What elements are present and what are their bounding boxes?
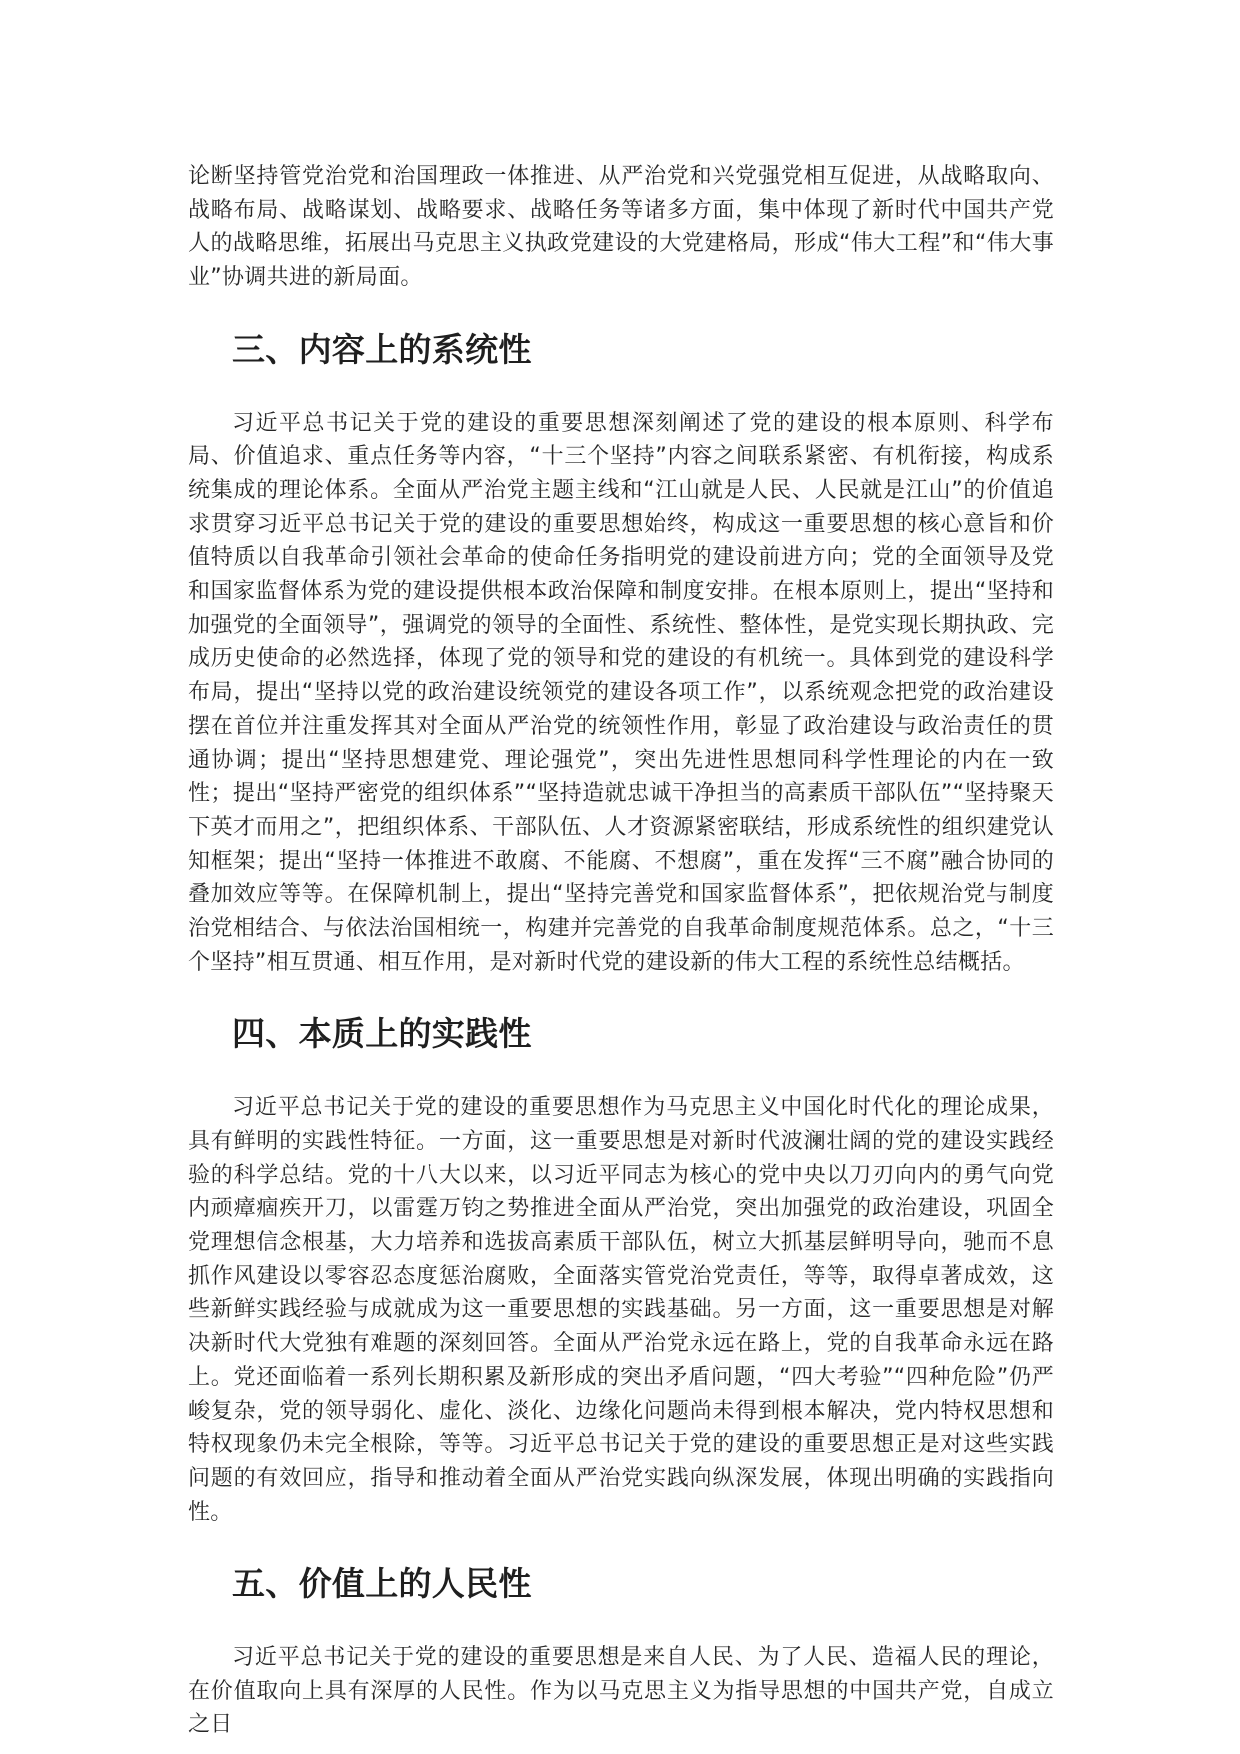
section-heading-systematic: 三、内容上的系统性 [232, 329, 532, 369]
paragraph-practical: 习近平总书记关于党的建设的重要思想作为马克思主义中国化时代化的理论成果，具有鲜明的实践性特征。一方面，这一重要思想是对新时代波澜壮阔的党的建设实践经验的科学总结。党的十八大以来，以习近平同志为核心的党中央以刀刃向内的勇气向党内顽瘴痼疾开刀，以雷霆万钧之势推进全面从严治党，突出加强党的政治建设，巩固全党理想信念根基，大力培养和选拔高素质干部队伍，树立大抓基层鲜明导向，驰而不息抓作风建设以零容忍态度惩治腐败，全面落实管党治党责任，等等，取得卓著成效，这些新鲜实践经验与成就成为这一重要思想的实践基础。另一方面，这一重要思想是对解决新时代大党独有难题的深刻回答。全面从严治党永远在路上，党的自我革命永远在路上。党还面临着一系列长期积累及新形成的突出矛盾问题，“四大考验”“四种危险”仍严峻复杂，党的领导弱化、虚化、淡化、边缘化问题尚未得到根本解决，党内特权思想和特权现象仍未完全根除，等等。习近平总书记关于党的建设的重要思想正是对这些实践问题的有效回应，指导和推动着全面从严治党实践向纵深发展，体现出明确的实践指向性。 [188, 1095, 1054, 1525]
paragraph-people: 习近平总书记关于党的建设的重要思想是来自人民、为了人民、造福人民的理论，在价值取向上具有深厚的人民性。作为以马克思主义为指导思想的中国共产党，自成立之日 [188, 1645, 1054, 1738]
spacer [188, 1051, 1054, 1091]
section-heading-practical: 四、本质上的实践性 [232, 1014, 532, 1054]
paragraph-strategic-continuation: 论断坚持管党治党和治国理政一体推进、从严治党和兴党强党相互促进，从战略取向、战略布局、战略谋划、战略要求、战略任务等诸多方面，集中体现了新时代中国共产党人的战略思维，拓展出马克思主义执政党建设的大党建格局，形成“伟大工程”和“伟大事业”协调共进的新局面。 [188, 164, 1054, 291]
spacer [188, 367, 1054, 407]
document-body [188, 160, 1054, 1742]
section-heading-people: 五、价值上的人民性 [232, 1564, 532, 1604]
spacer [188, 1529, 1054, 1567]
spacer [188, 979, 1054, 1017]
spacer [188, 295, 1054, 333]
spacer [188, 1601, 1054, 1641]
paragraph-systematic: 习近平总书记关于党的建设的重要思想深刻阐述了党的建设的根本原则、科学布局、价值追求、重点任务等内容，“十三个坚持”内容之间联系紧密、有机衔接，构成系统集成的理论体系。全面从严治党主题主线和“江山就是人民、人民就是江山”的价值追求贯穿习近平总书记关于党的建设的重要思想始终，构成这一重要思想的核心意旨和价值特质以自我革命引领社会革命的使命任务指明党的建设前进方向；党的全面领导及党和国家监督体系为党的建设提供根本政治保障和制度安排。在根本原则上，提出“坚持和加强党的全面领导”，强调党的领导的全面性、系统性、整体性，是党实现长期执政、完成历史使命的必然选择，体现了党的领导和党的建设的有机统一。具体到党的建设科学布局，提出“坚持以党的政治建设统领党的建设各项工作”，以系统观念把党的政治建设摆在首位并注重发挥其对全面从严治党的统领性作用，彰显了政治建设与政治责任的贯通协调；提出“坚持思想建党、理论强党”，突出先进性思想同科学性理论的内在一致性；提出“坚持严密党的组织体系”“坚持造就忠诚干净担当的高素质干部队伍”“坚持聚天下英才而用之”，把组织体系、干部队伍、人才资源紧密联结，形成系统性的组织建党认知框架；提出“坚持一体推进不敢腐、不能腐、不想腐”，重在发挥“三不腐”融合协同的叠加效应等等。在保障机制上，提出“坚持完善党和国家监督体系”，把依规治党与制度治党相结合、与依法治国相统一，构建并完善党的自我革命制度规范体系。总之，“十三个坚持”相互贯通、相互作用，是对新时代党的建设新的伟大工程的系统性总结概括。 [188, 410, 1054, 975]
